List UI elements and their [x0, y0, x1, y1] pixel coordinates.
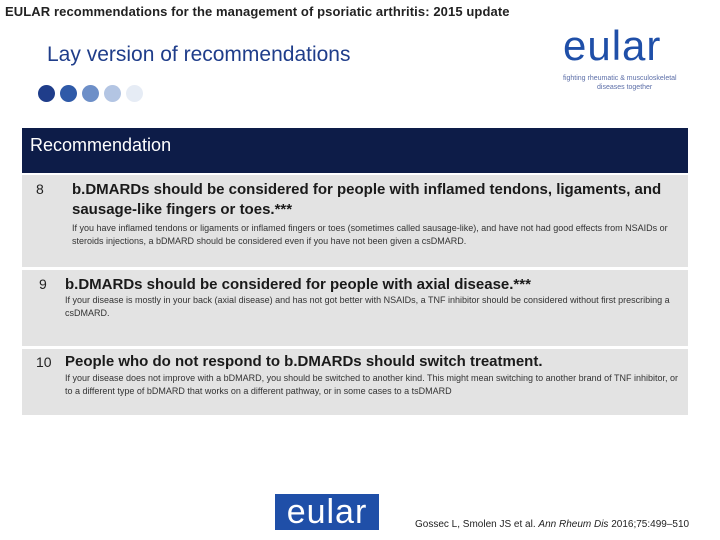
citation — [415, 519, 689, 530]
row-number: 10 — [36, 354, 52, 370]
eular-footer-logo: eular — [275, 494, 379, 530]
dot-4 — [104, 85, 121, 102]
row-description: If your disease does not improve with a bDMARD, you should be switched to another kind. This might mean switching to another brand of TNF inhibitor, or to a different type of bDMARD that works on a different pathway, or in some cases to a tsDMARD — [65, 373, 678, 396]
slide-subtitle: Lay version of recommendations — [47, 43, 351, 66]
recommendation-row-10 — [22, 349, 688, 415]
dot-5 — [126, 85, 143, 102]
citation-authors: Gossec L, Smolen JS et al. — [415, 519, 536, 530]
logo-wordmark: eular — [563, 22, 662, 69]
dot-1 — [38, 85, 55, 102]
row-description: If you have inflamed tendons or ligaments or inflamed fingers or toes (sometimes called sausage-like), and have not had good effects from NSAIDs or steroids injections, a bDMARD should be considered even if you have not been given a csDMARD. — [72, 223, 668, 246]
table-header: Recommendation — [22, 128, 688, 173]
recommendation-row-9 — [22, 270, 688, 346]
citation-ref: 2016;75:499–510 — [611, 519, 690, 530]
document-title: EULAR recommendations for the management of psoriatic arthritis: 2015 update — [5, 4, 510, 19]
eular-logo — [563, 24, 695, 92]
row-title: b.DMARDs should be considered for people with axial disease.*** — [65, 276, 531, 293]
row-title: People who do not respond to b.DMARDs should switch treatment. — [65, 353, 543, 370]
row-description: If your disease is mostly in your back (axial disease) and has not got better with NSAIDs, a TNF inhibitor should be considered without first prescribing a csDMARD. — [65, 295, 670, 318]
row-number: 9 — [39, 276, 47, 292]
recommendation-row-8 — [22, 175, 688, 267]
row-number: 8 — [36, 181, 44, 197]
logo-tagline-line1: fighting rheumatic & musculoskeletal — [563, 75, 677, 82]
row-title: b.DMARDs should be considered for people with inflamed tendons, ligaments, and sausage-like fingers or toes.*** — [72, 181, 662, 218]
citation-journal: Ann Rheum Dis — [538, 519, 609, 530]
progress-dots — [38, 85, 143, 102]
dot-3 — [82, 85, 99, 102]
dot-2 — [60, 85, 77, 102]
logo-tagline-line2: diseases together — [597, 84, 653, 91]
